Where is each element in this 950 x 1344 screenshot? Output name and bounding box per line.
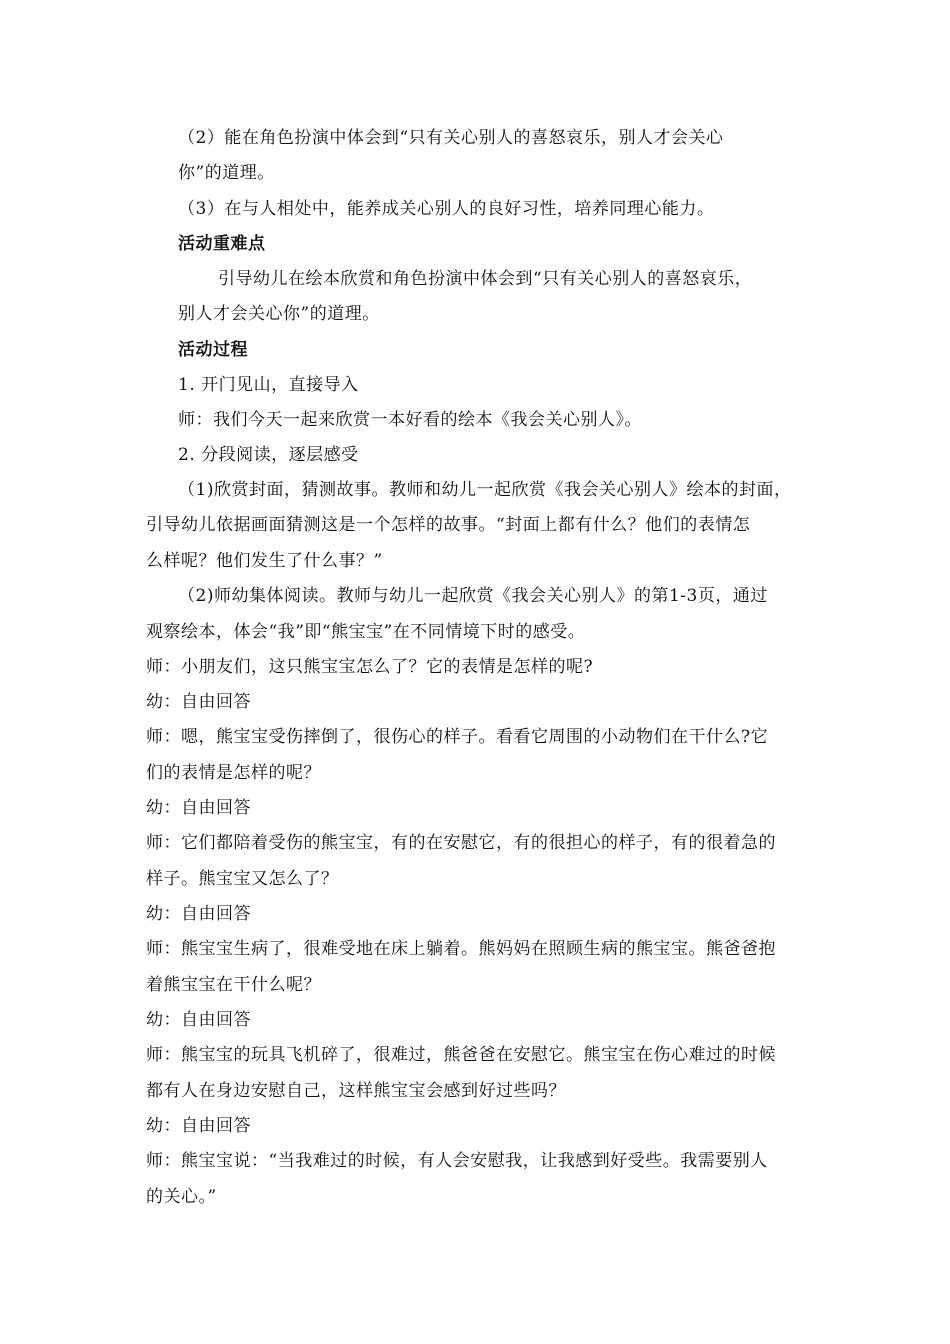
- child-line: 幼：自由回答: [146, 798, 251, 818]
- objective-3-line: （3）在与人相处中，能养成关心别人的良好习性，培养同理心能力。: [178, 199, 715, 219]
- teacher-line: 师：熊宝宝的玩具飞机碎了，很难过，熊爸爸在安慰它。熊宝宝在伤心难过的时候: [146, 1045, 776, 1065]
- cover-paragraph-line-2: 引导幼儿依据画面猜测这是一个怎样的故事。“封面上都有什么？他们的表情怎: [146, 515, 751, 535]
- section-heading-process: 活动过程: [178, 340, 248, 360]
- step-1-heading: 1. 开门见山，直接导入: [178, 375, 359, 395]
- teacher-line-continued: 们的表情是怎样的呢？: [146, 763, 321, 783]
- teacher-line-continued: 着熊宝宝在干什么呢？: [146, 975, 321, 995]
- teacher-line: 师：熊宝宝说：“当我难过的时候，有人会安慰我，让我感到好受些。我需要别人: [146, 1151, 768, 1171]
- reading-paragraph-line-1: （2)师幼集体阅读。教师与幼儿一起欣赏《我会关心别人》的第1-3页，通过: [178, 586, 768, 606]
- key-points-line-2: 别人才会关心你”的道理。: [178, 304, 380, 324]
- cover-paragraph-line-1: （1)欣赏封面，猜测故事。教师和幼儿一起欣赏《我会关心别人》绘本的封面，: [178, 480, 792, 500]
- teacher-line: 师：熊宝宝生病了，很难受地在床上躺着。熊妈妈在照顾生病的熊宝宝。熊爸爸抱: [146, 939, 776, 959]
- reading-paragraph-line-2: 观察绘本，体会“我”即“熊宝宝”在不同情境下时的感受。: [146, 622, 586, 642]
- cover-paragraph-line-3: 么样呢？他们发生了什么事？”: [146, 551, 383, 571]
- child-line: 幼：自由回答: [146, 904, 251, 924]
- step-2-heading: 2. 分段阅读，逐层感受: [178, 445, 359, 465]
- objective-2-line-2: 你”的道理。: [178, 163, 275, 183]
- objective-2-line-1: （2）能在角色扮演中体会到“只有关心别人的喜怒哀乐，别人才会关心: [178, 128, 724, 148]
- teacher-line-continued: 样子。熊宝宝又怎么了？: [146, 869, 339, 889]
- teacher-line: 师：我们今天一起来欣赏一本好看的绘本《我会关心别人》。: [178, 410, 642, 430]
- teacher-line: 师：它们都陪着受伤的熊宝宝，有的在安慰它，有的很担心的样子，有的很着急的: [146, 833, 776, 853]
- key-points-line-1: 引导幼儿在绘本欣赏和角色扮演中体会到“只有关心别人的喜怒哀乐，: [218, 269, 753, 289]
- section-heading-key-points: 活动重难点: [178, 234, 266, 254]
- child-line: 幼：自由回答: [146, 692, 251, 712]
- child-line: 幼：自由回答: [146, 1116, 251, 1136]
- teacher-line-continued: 的关心。”: [146, 1187, 217, 1207]
- teacher-line: 师：嗯，熊宝宝受伤摔倒了，很伤心的样子。看看它周围的小动物们在干什么?它: [146, 727, 769, 747]
- teacher-line-continued: 都有人在身边安慰自己，这样熊宝宝会感到好过些吗？: [146, 1081, 566, 1101]
- teacher-line: 师：小朋友们，这只熊宝宝怎么了？它的表情是怎样的呢?: [146, 657, 594, 677]
- child-line: 幼：自由回答: [146, 1010, 251, 1030]
